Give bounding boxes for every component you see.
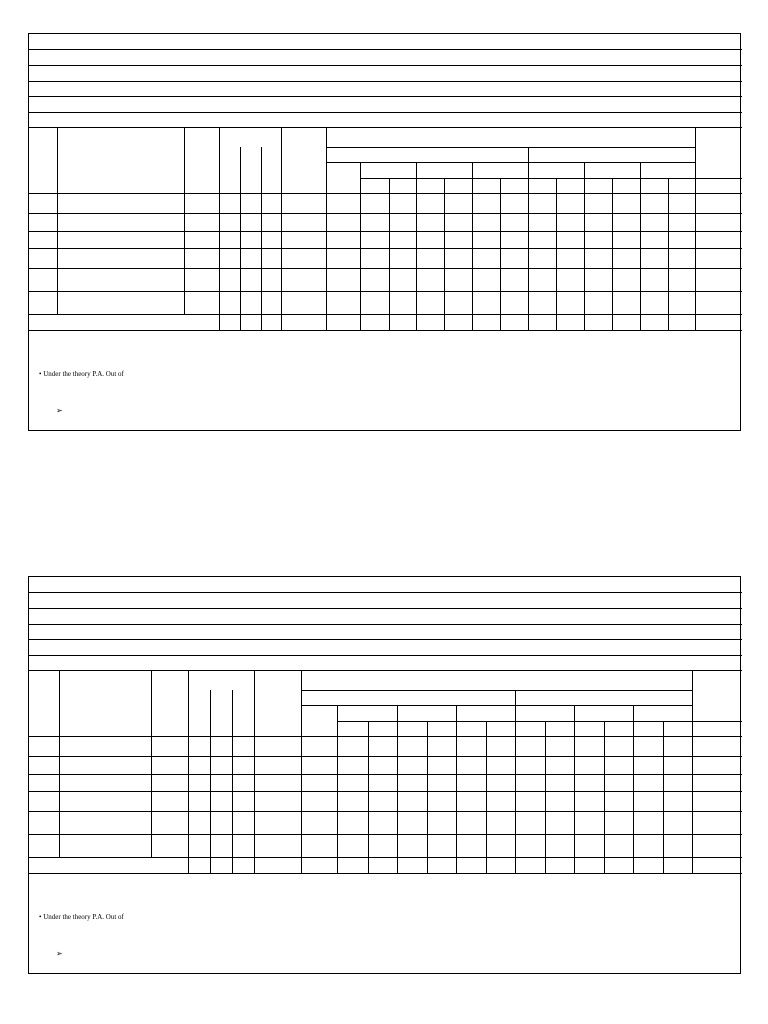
form-2-note: • Under the theory P.A. Out of xyxy=(39,913,124,921)
form-2-grid xyxy=(29,577,742,975)
form-2-arrow-bullet-icon: ➢ xyxy=(56,949,63,958)
record-form-1 xyxy=(28,33,741,431)
form-1-arrow-bullet-icon: ➢ xyxy=(56,406,63,415)
form-1-grid xyxy=(29,34,742,432)
record-form-2 xyxy=(28,576,741,974)
form-1-note: • Under the theory P.A. Out of xyxy=(39,370,124,378)
